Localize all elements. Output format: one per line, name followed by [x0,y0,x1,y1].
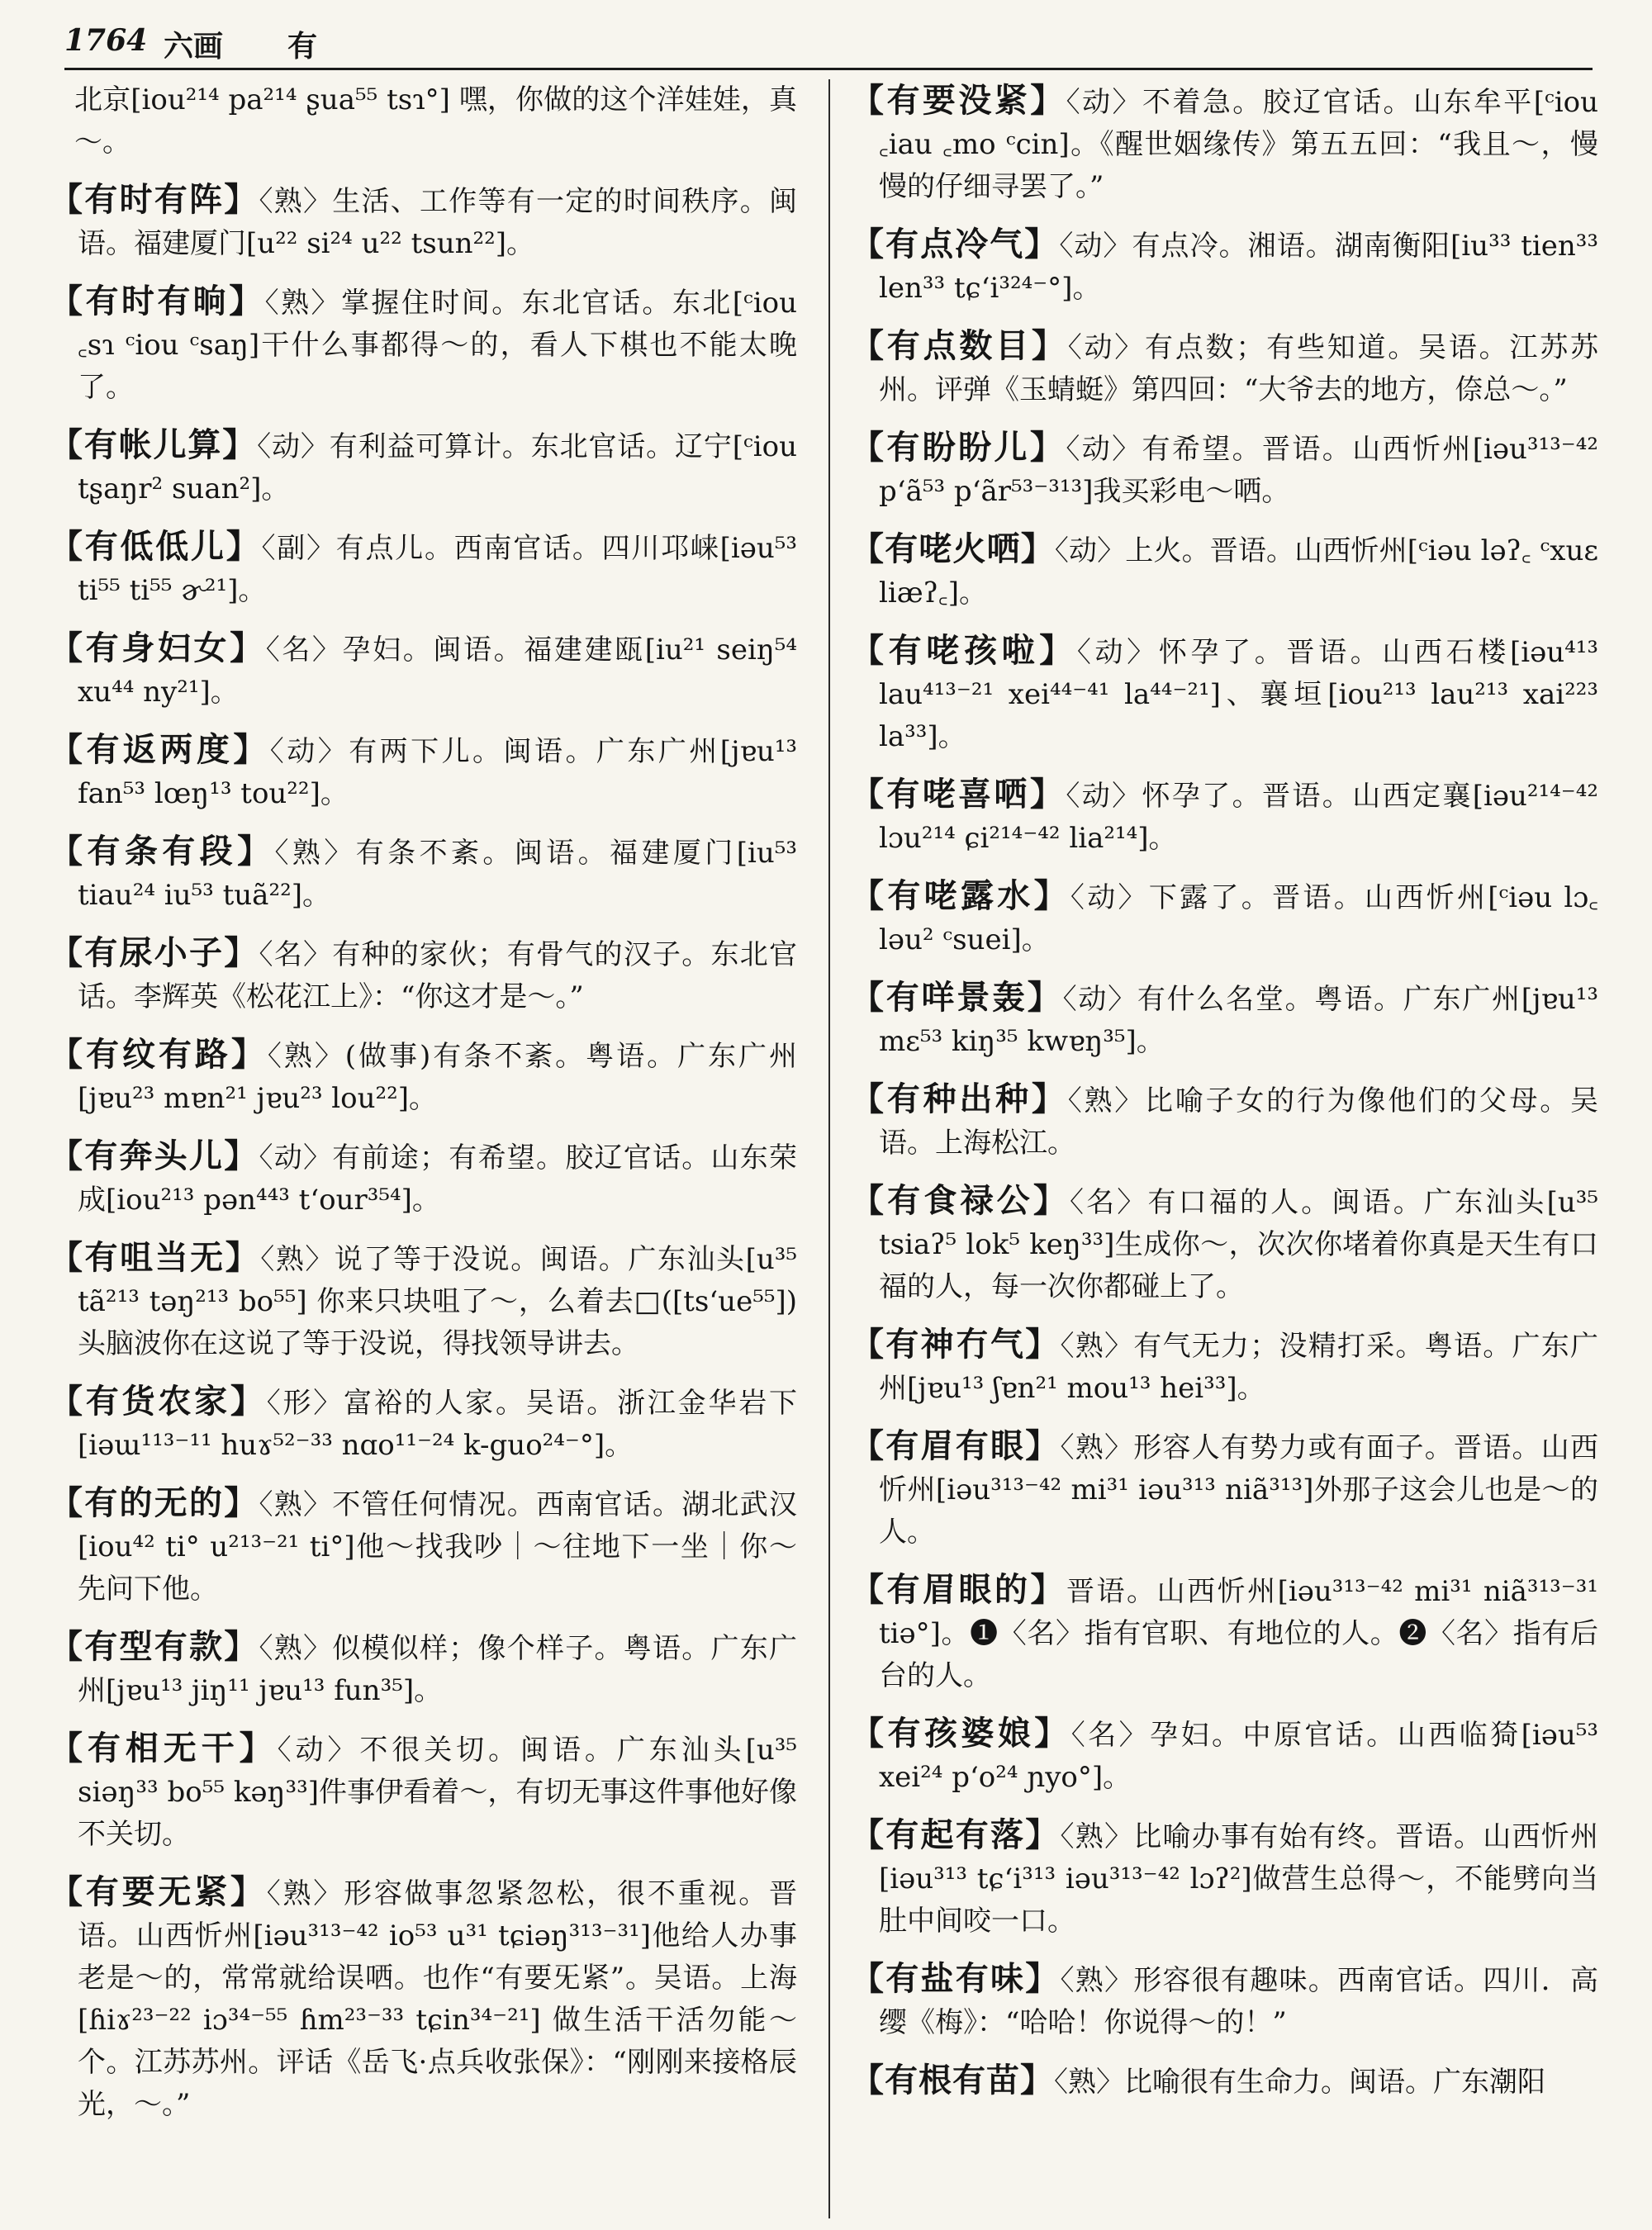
entry-body: 〈熟〉掌握住时间。东北官话。东北[ᶜiou ꜀sɿ ᶜiou ᶜsaŋ]干什么事都得～的，看人下棋也不能太晚了。 [78,287,797,404]
entry-body: 〈熟〉比喻子女的行为像他们的父母。吴语。上海松江。 [879,1084,1598,1160]
entry-headword: 【有眉眼的】 [851,1570,1067,1609]
column-divider [828,79,830,2218]
entry-headword: 【有纹有路】 [50,1035,268,1074]
dictionary-entry [50,830,797,917]
page-header [64,21,1593,70]
entry-body: 〈动〉上火。晋语。山西忻州[ᶜiəu ləʔ꜀ ᶜxuɛ liæʔ꜀]。 [879,534,1598,610]
dictionary-entry [50,627,797,714]
entry-headword: 【有的无的】 [50,1483,259,1522]
entry-body: 〈动〉不很关切。闽语。广东汕头[u³⁵ siəŋ³³ bo⁵⁵ kəŋ³³]件事伊看着～，有切无事这件事他好像不关切。 [78,1734,797,1851]
dictionary-entry [50,424,797,510]
entry-body: 〈熟〉比喻办事有始有终。晋语。山西忻州[iəu³¹³ tɕ‘i³¹³ iəu³¹³⁻⁴² lɔʔ²]做营生总得～，不能劈向当肚中间咬一口。 [879,1820,1598,1938]
entry-headword: 【有盼盼儿】 [851,428,1066,467]
entry-body: 〈熟〉形容做事忽紧忽松，很不重视。晋语。山西忻州[iəu³¹³⁻⁴² io⁵³ u³¹ tɕiəŋ³¹³⁻³¹]他给人办事老是～的，常常就给误哂。也作“有要旡紧”。吴语。上海[ɦiɤ²³⁻²² iɔ³⁴⁻⁵⁵ ɦm²³⁻³³ tɕin³⁴⁻²¹] 做生活干活勿能～个。江苏苏州。评话《岳飞·点兵收张保》：“刚刚来接格辰光，～。” [78,1877,797,2121]
entry-headword: 【有低低儿】 [50,527,262,566]
entry-headword: 【有时有晌】 [50,282,265,320]
right-column [851,79,1598,2218]
entry-headword: 【有眉有眼】 [851,1426,1061,1465]
dictionary-entry [50,1380,797,1467]
dictionary-entry [50,1871,797,2126]
entry-body: 〈名〉有口福的人。闽语。广东汕头[u³⁵ tsiaʔ⁵ lok⁵ keŋ³³]生成你～，次次你堵着你真是天生有口福的人，每一次你都碰上了。 [879,1186,1598,1303]
dictionary-entry [851,325,1598,411]
left-column [50,79,797,2218]
entry-headword: 【有返两度】 [50,730,270,769]
entry-headword: 【有咀当无】 [50,1238,261,1277]
entry-headword: 【有要无紧】 [50,1872,267,1911]
entry-body: 〈动〉有点数；有些知道。吴语。江苏苏州。评弹《玉蜻蜓》第四回：“大爷去的地方，倷总～。” [879,331,1598,406]
entry-body: 〈动〉怀孕了。晋语。山西定襄[iəu²¹⁴⁻⁴² lɔu²¹⁴ ɕi²¹⁴⁻⁴² lia²¹⁴]。 [879,780,1598,855]
entry-body: 〈动〉有前途；有希望。胶辽官话。山东荣成[iou²¹³ pən⁴⁴³ t‘our³⁵⁴]。 [78,1141,797,1217]
entry-body: 〈熟〉形容很有趣味。西南官话。四川．高缨《梅》：“哈哈！你说得～的！” [879,1964,1598,2039]
dictionary-entry [50,178,797,265]
entry-body: 〈动〉有什么名堂。粤语。广东广州[jɐu¹³ mɛ⁵³ kiŋ³⁵ kwɐŋ³⁵]。 [879,983,1598,1058]
dictionary-entry [50,1135,797,1222]
dictionary-entry [851,875,1598,961]
entry-body: 〈熟〉形容人有势力或有面子。晋语。山西忻州[iəu³¹³⁻⁴² mi³¹ iəu³¹³ niã³¹³]外那子这会儿也是～的人。 [879,1431,1598,1549]
dictionary-entry [851,1568,1598,1697]
dictionary-entry [50,1033,797,1120]
head-character: 有 [287,29,318,64]
entry-body: 〈熟〉生活、工作等有一定的时间秩序。闽语。福建厦门[u²² si²⁴ u²² tsun²²]。 [78,185,797,260]
entry-body: 〈名〉孕妇。闽语。福建建瓯[iu²¹ seiŋ⁵⁴ xu⁴⁴ ny²¹]。 [78,633,797,709]
dictionary-entry [50,1625,797,1712]
entry-body: 〈熟〉似模似样；像个样子。粤语。广东广州[jɐu¹³ jiŋ¹¹ jɐu¹³ fun³⁵]。 [78,1632,797,1707]
entry-body: 〈动〉有利益可算计。东北官话。辽宁[ᶜiou tʂaŋr² suan²]。 [78,430,797,505]
entry-body: 〈熟〉有条不紊。闽语。福建厦门[iu⁵³ tiau²⁴ iu⁵³ tuã²²]。 [78,837,797,912]
entry-headword: 【有食禄公】 [851,1181,1070,1220]
entry-body: 〈动〉有两下儿。闽语。广东广州[jɐu¹³ fan⁵³ lœŋ¹³ tou²²]。 [78,735,797,810]
entry-body: 〈副〉有点儿。西南官话。四川邛崃[iəu⁵³ ti⁵⁵ ti⁵⁵ ɚ²¹]。 [78,532,797,607]
entry-body: 〈动〉不着急。胶辽官话。山东牟平[ᶜiou ꜀iau ꜀mo ᶜcin]。《醒世姻缘传》第五五回：“我且～，慢慢的仔细寻罢了。” [879,86,1598,203]
entry-body: 〈熟〉(做事)有条不紊。粤语。广东广州[jɐu²³ mɐn²¹ jɐu²³ lou²²]。 [78,1040,797,1115]
entry-headword: 【有神冇气】 [851,1325,1061,1364]
dictionary-entry [851,528,1598,614]
dictionary-entry [851,976,1598,1063]
entry-headword: 【有种出种】 [851,1079,1068,1118]
entry-headword: 【有要没紧】 [851,81,1066,120]
entry-headword: 【有奔头儿】 [50,1136,259,1175]
entry-headword: 【有咾露水】 [851,876,1070,915]
entry-headword: 【有孩婆娘】 [851,1714,1071,1753]
entry-headword: 【有身妇女】 [50,629,266,667]
entry-headword: 【有根有苗】 [851,2061,1054,2100]
entry-body: 〈形〉富裕的人家。吴语。浙江金华岩下[iəɯ¹¹³⁻¹¹ huɤ⁵²⁻³³ nɑo¹¹⁻²⁴ k-guo²⁴⁻°]。 [78,1387,797,1462]
dictionary-entry [851,629,1598,758]
dictionary-entry [851,1712,1598,1799]
dictionary-entry [50,1236,797,1365]
entry-body: 〈名〉孕妇。中原官话。山西临猗[iəu⁵³ xei²⁴ p‘o²⁴ ɲyo°]。 [879,1719,1598,1794]
entry-headword: 【有盐有味】 [851,1959,1061,1998]
entry-headword: 【有相无干】 [50,1729,278,1767]
dictionary-entry [50,1482,797,1611]
entry-body: 〈熟〉说了等于没说。闽语。广东汕头[u³⁵ tã²¹³ təŋ²¹³ bo⁵⁵] 你来只块咀了～，么着去□([ts‘ue⁵⁵])头脑波你在这说了等于没说，得找领导讲去。 [78,1243,797,1360]
stroke-section: 六画 [164,29,224,64]
entry-body: 〈动〉怀孕了。晋语。山西石楼[iəu⁴¹³ lau⁴¹³⁻²¹ xei⁴⁴⁻⁴¹ la⁴⁴⁻²¹]、襄垣[iou²¹³ lau²¹³ xai²²³ la³³]。 [879,636,1598,753]
entry-headword: 【有咾孩啦】 [851,631,1077,670]
dictionary-entry [50,525,797,612]
dictionary-entry [50,280,797,409]
entry-headword: 【有时有阵】 [50,180,259,219]
entry-headword: 【有型有款】 [50,1627,259,1666]
dictionary-entry [851,1814,1598,1943]
entry-headword: 【有起有落】 [851,1815,1061,1854]
dictionary-entry [851,426,1598,513]
entry-headword: 【有点冷气】 [851,225,1060,263]
entry-body: 〈熟〉比喻很有生命力。闽语。广东潮阳 [1054,2066,1545,2099]
entry-body: 〈动〉有点冷。湘语。湖南衡阳[iu³³ tien³³ len³³ tɕ‘i³²⁴⁻°]。 [879,230,1598,305]
entry-body: 晋语。山西忻州[iəu³¹³⁻⁴² mi³¹ niã³¹³⁻³¹ tiə°]。❶〈名〉指有官职、有地位的人。❷〈名〉指有后台的人。 [879,1575,1598,1692]
dictionary-entry [851,1078,1598,1165]
dictionary-entry [851,1425,1598,1554]
entry-headword: 【有货农家】 [50,1382,267,1421]
dictionary-entry [851,1179,1598,1308]
dictionary-entry [851,1957,1598,2044]
dictionary-entry [50,932,797,1018]
entry-headword: 【有咩景轰】 [851,978,1063,1017]
dictionary-entry [851,1323,1598,1410]
dictionary-entry [851,79,1598,208]
dictionary-entry [50,79,797,164]
entry-headword: 【有尿小子】 [50,933,259,972]
dictionary-entry [50,1727,797,1856]
entry-body: 北京[iou²¹⁴ pa²¹⁴ ʂua⁵⁵ tsɿ°] 嘿，你做的这个洋娃娃，真～。 [74,83,797,159]
entry-body: 〈名〉有种的家伙；有骨气的汉子。东北官话。李辉英《松花江上》：“你这才是～。” [78,938,797,1013]
dictionary-entry [851,223,1598,310]
dictionary-entry [50,728,797,815]
entry-headword: 【有条有段】 [50,832,275,871]
dictionary-entry [851,2059,1598,2104]
entry-headword: 【有咾火哂】 [851,529,1055,568]
entry-body: 〈熟〉有气无力；没精打采。粤语。广东广州[jɐu¹³ ʃɐn²¹ mou¹³ hei³³]。 [879,1330,1598,1405]
entry-headword: 【有咾喜哂】 [851,775,1066,814]
entry-body: 〈动〉下露了。晋语。山西忻州[ᶜiəu lɔ꜀ ləu² ᶜsuei]。 [879,881,1598,956]
page-number: 1764 [64,23,148,58]
dictionary-entry [851,773,1598,860]
entry-body: 〈熟〉不管任何情况。西南官话。湖北武汉[iou⁴² ti° u²¹³⁻²¹ ti°]他～找我吵｜～往地下一坐｜你～先问下他。 [78,1488,797,1606]
entry-headword: 【有点数目】 [851,326,1068,365]
entry-body: 〈动〉有希望。晋语。山西忻州[iəu³¹³⁻⁴² p‘ã⁵³ p‘ãr⁵³⁻³¹³]我买彩电～哂。 [879,433,1598,508]
entry-headword: 【有帐儿算】 [50,425,258,464]
